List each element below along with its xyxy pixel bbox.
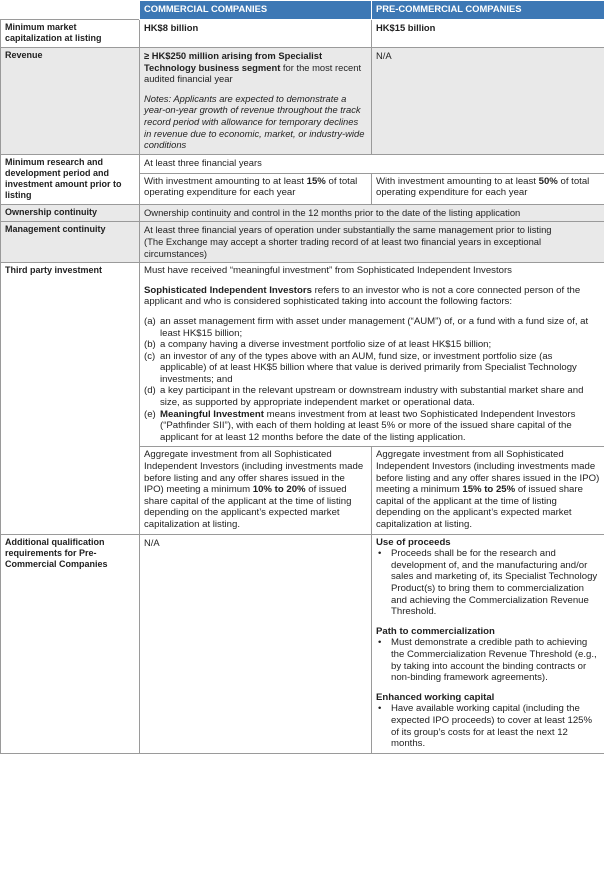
row-market-cap xyxy=(1,20,604,48)
research-shared: At least three financial years xyxy=(140,154,604,173)
research-commercial-pct: 15% xyxy=(306,175,326,187)
bullet-icon: • xyxy=(378,703,382,715)
sii-factor-list xyxy=(144,316,600,444)
bullet-icon: • xyxy=(378,637,382,649)
header-commercial: COMMERCIAL COMPANIES xyxy=(140,1,372,20)
third-party-commercial xyxy=(140,447,372,534)
management-text: At least three financial years of operation under substantially the same management prior to listing xyxy=(144,224,552,236)
bullet-item xyxy=(376,548,600,618)
list-text: a key participant in the relevant upstream or downstream industry with substantial market share and size, as supported by appropriate independent market or operational data. xyxy=(160,385,584,409)
list-text: a company having a diverse investment portfolio size of at least HK$15 billion; xyxy=(160,339,492,351)
bullet-item xyxy=(376,703,600,749)
research-commercial-text-end: of total operating expenditure for each year xyxy=(144,175,358,199)
row-label: Minimum research and development period and investment amount prior to listing xyxy=(1,154,140,204)
row-additional xyxy=(1,534,604,753)
list-text: means investment from at least two Sophisticated Independent Investors (“Pathfinder SII”), with each of them holding at least 5% or more of the issued share capital of the applicant for at least 12 months before the date of the listing application. xyxy=(160,408,576,443)
header-blank-cell xyxy=(1,1,140,20)
research-precommercial xyxy=(372,173,604,204)
row-third-party xyxy=(1,263,604,447)
sii-text: refers to an investor who is not a core connected person of the applicant and who is considered sophisticated taking into account the following factors: xyxy=(144,284,581,308)
revenue-requirement xyxy=(144,50,367,85)
row-research xyxy=(1,154,604,173)
row-revenue xyxy=(1,48,604,155)
third-party-intro: Must have received “meaningful investment” from Sophisticated Independent Investors xyxy=(144,265,512,277)
additional-precommercial xyxy=(372,534,604,753)
research-precommercial-pct: 50% xyxy=(538,175,558,187)
management-cell xyxy=(140,222,604,263)
row-label: Management continuity xyxy=(1,222,140,263)
row-label: Revenue xyxy=(1,48,140,155)
table-header-row xyxy=(1,1,604,20)
section-title: Path to commercialization xyxy=(376,625,495,637)
list-marker: (c) xyxy=(144,350,156,362)
sii-definition xyxy=(144,285,600,308)
bullet-icon: • xyxy=(378,548,382,560)
aggregate-pct: 15% to 25% xyxy=(462,484,516,496)
aggregate-text: Aggregate investment from all Sophisticated Independent Investors (including investments made before listing and any offer shares issued in the IPO) meeting a minimum xyxy=(376,449,600,496)
revenue-precommercial: N/A xyxy=(372,48,604,155)
list-item xyxy=(144,409,600,444)
bullet-text: Have available working capital (including the expected IPO proceeds) to cover at least 125% of its group’s costs for at least the next 12 months. xyxy=(391,703,593,750)
list-item xyxy=(144,385,600,408)
header-precommercial: PRE-COMMERCIAL COMPANIES xyxy=(372,1,604,20)
bullet-text: Must demonstrate a credible path to achieving the Commercialization Revenue Threshold (e.g., by taking into account the binding contracts or non-binding framework agreements). xyxy=(391,637,597,684)
list-marker: (a) xyxy=(144,315,156,327)
aggregate-text: Aggregate investment from all Sophisticated Independent Investors (including investments made before listing and any offer shares issued in the IPO) meeting a minimum xyxy=(144,449,364,496)
aggregate-text-end: of issued share capital of the applicant at the time of listing depending on the applicant’s expected market capitalization at listing. xyxy=(376,484,583,530)
aggregate-pct: 10% to 20% xyxy=(252,484,306,496)
list-marker: (e) xyxy=(144,408,156,420)
revenue-commercial xyxy=(140,48,372,155)
market-cap-precommercial: HK$15 billion xyxy=(372,20,604,48)
research-commercial xyxy=(140,173,372,204)
section-title: Enhanced working capital xyxy=(376,691,495,703)
row-label: Ownership continuity xyxy=(1,204,140,222)
bullet-text: Proceeds shall be for the research and development of, and the manufacturing and/or sales and marketing of, its Specialist Technology Product(s) to bring them to commercialization and achieving the Commercialization Revenue Threshold. xyxy=(391,548,598,618)
bullet-item xyxy=(376,637,600,683)
row-label: Minimum market capitalization at listing xyxy=(1,20,140,48)
row-label: Additional qualification requirements for Pre-Commercial Companies xyxy=(1,534,140,753)
row-label: Third party investment xyxy=(1,263,140,534)
third-party-precommercial xyxy=(372,447,604,534)
management-note: (The Exchange may accept a shorter trading record of at least two financial years in exceptional circumstances) xyxy=(144,235,542,259)
list-text: an asset management firm with asset under management (“AUM”) of, or a fund with a fund size of, at least HK$15 billion; xyxy=(160,315,589,339)
section-title: Use of proceeds xyxy=(376,536,451,548)
list-item xyxy=(144,351,600,386)
meaningful-investment-term: Meaningful Investment xyxy=(160,408,264,420)
third-party-cell xyxy=(140,263,604,447)
research-precommercial-text-end: of total operating expenditure for each year xyxy=(376,175,590,199)
list-item xyxy=(144,316,600,339)
research-commercial-text: With investment amounting to at least xyxy=(144,175,307,187)
row-ownership xyxy=(1,204,604,222)
research-precommercial-text: With investment amounting to at least xyxy=(376,175,539,187)
revenue-threshold: ≥ HK$250 million arising from Specialist Technology business segment xyxy=(144,50,323,73)
list-marker: (d) xyxy=(144,385,156,397)
ownership-text: Ownership continuity and control in the 12 months prior to the date of the listing application xyxy=(140,204,604,222)
row-management xyxy=(1,222,604,263)
sii-term: Sophisticated Independent Investors xyxy=(144,284,312,296)
revenue-note: Notes: Applicants are expected to demonstrate a year-on-year growth of revenue throughout the track record period with allowance for temporary declines in revenue due to economic, market, or industry-wide conditions xyxy=(144,92,365,151)
aggregate-text-end: of issued share capital of the applicant at the time of listing depending on the applicant’s expected market capitalization at listing. xyxy=(144,484,352,530)
list-text: an investor of any of the types above with an AUM, fund size, or investment portfolio size (as applicable) of at least HK$5 billion where that value is derived primarily from Specialist Technology investments; and xyxy=(160,350,577,385)
market-cap-commercial: HK$8 billion xyxy=(140,20,372,48)
list-item xyxy=(144,339,600,351)
additional-commercial: N/A xyxy=(140,534,372,753)
revenue-period: for the most recent audited financial year xyxy=(144,61,362,85)
list-marker: (b) xyxy=(144,339,156,351)
